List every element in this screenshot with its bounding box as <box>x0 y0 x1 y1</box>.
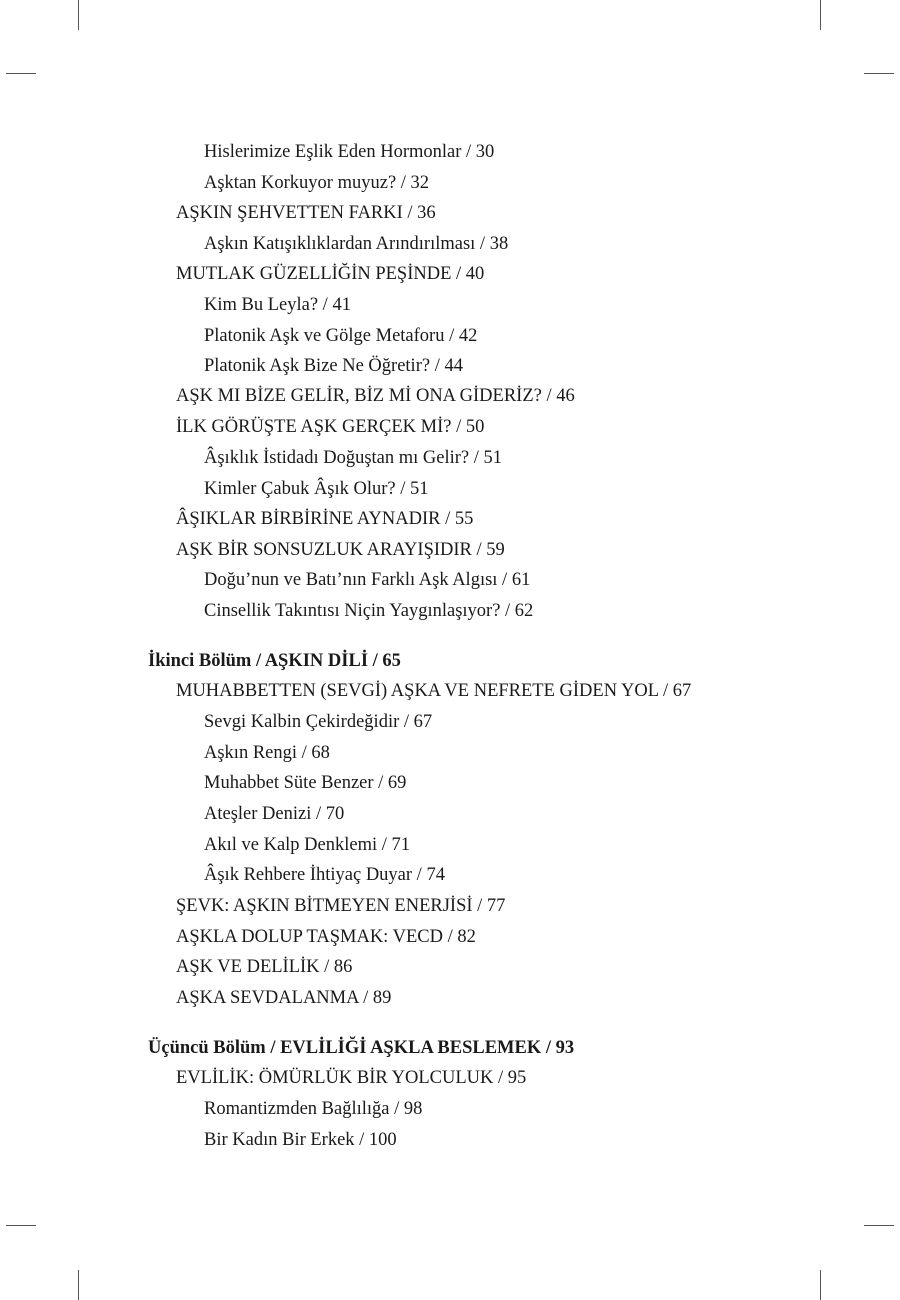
toc-subsection-entry: Ateşler Denizi / 70 <box>204 804 345 824</box>
toc-subsection-entry: Romantizmden Bağlılığa / 98 <box>204 1099 423 1119</box>
toc-subsection-entry: Muhabbet Süte Benzer / 69 <box>204 773 407 793</box>
toc-section-entry: EVLİLİK: ÖMÜRLÜK BİR YOLCULUK / 95 <box>176 1068 527 1088</box>
toc-subsection-entry: Kim Bu Leyla? / 41 <box>204 295 351 315</box>
toc-subsection-entry: Akıl ve Kalp Denklemi / 71 <box>204 835 411 855</box>
crop-mark <box>6 73 36 74</box>
toc-subsection-entry: Cinsellik Takıntısı Niçin Yaygınlaşıyor? / 62 <box>204 601 534 621</box>
crop-mark <box>864 1225 894 1226</box>
toc-subsection-entry: Aşkın Rengi / 68 <box>204 743 330 763</box>
toc-subsection-entry: Âşıklık İstidadı Doğuştan mı Gelir? / 51 <box>204 448 503 468</box>
toc-subsection-entry: Aşktan Korkuyor muyuz? / 32 <box>204 173 430 193</box>
toc-subsection-entry: Hislerimize Eşlik Eden Hormonlar / 30 <box>204 142 495 162</box>
toc-section-entry: ÂŞIKLAR BİRBİRİNE AYNADIR / 55 <box>176 509 474 529</box>
toc-subsection-entry: Aşkın Katışıklıklardan Arındırılması / 38 <box>204 234 509 254</box>
crop-mark <box>78 1270 79 1300</box>
crop-mark <box>6 1225 36 1226</box>
toc-section-entry: AŞK VE DELİLİK / 86 <box>176 957 353 977</box>
toc-subsection-entry: Platonik Aşk ve Gölge Metaforu / 42 <box>204 326 478 346</box>
toc-subsection-entry: Platonik Aşk Bize Ne Öğretir? / 44 <box>204 356 463 376</box>
toc-section-entry: İLK GÖRÜŞTE AŞK GERÇEK Mİ? / 50 <box>176 417 485 437</box>
toc-subsection-entry: Doğu’nun ve Batı’nın Farklı Aşk Algısı / 61 <box>204 570 531 590</box>
crop-mark <box>864 73 894 74</box>
toc-subsection-entry: Bir Kadın Bir Erkek / 100 <box>204 1130 397 1150</box>
toc-section-entry: MUTLAK GÜZELLİĞİN PEŞİNDE / 40 <box>176 264 485 284</box>
toc-section-entry: MUHABBETTEN (SEVGİ) AŞKA VE NEFRETE GİDEN YOL / 67 <box>176 681 692 701</box>
crop-mark <box>78 0 79 30</box>
crop-mark <box>820 0 821 30</box>
toc-section-entry: AŞK BİR SONSUZLUK ARAYIŞIDIR / 59 <box>176 540 505 560</box>
toc-section-entry: AŞKA SEVDALANMA / 89 <box>176 988 392 1008</box>
toc-subsection-entry: Âşık Rehbere İhtiyaç Duyar / 74 <box>204 865 445 885</box>
crop-mark <box>820 1270 821 1300</box>
toc-chapter-heading: İkinci Bölüm / AŞKIN DİLİ / 65 <box>148 651 401 671</box>
toc-subsection-entry: Kimler Çabuk Âşık Olur? / 51 <box>204 479 429 499</box>
toc-section-entry: ŞEVK: AŞKIN BİTMEYEN ENERJİSİ / 77 <box>176 896 506 916</box>
toc-chapter-heading: Üçüncü Bölüm / EVLİLİĞİ AŞKLA BESLEMEK / 93 <box>148 1038 575 1058</box>
toc-subsection-entry: Sevgi Kalbin Çekirdeğidir / 67 <box>204 712 433 732</box>
toc-section-entry: AŞKIN ŞEHVETTEN FARKI / 36 <box>176 203 436 223</box>
toc-section-entry: AŞKLA DOLUP TAŞMAK: VECD / 82 <box>176 927 476 947</box>
toc-section-entry: AŞK MI BİZE GELİR, BİZ Mİ ONA GİDERİZ? / 46 <box>176 386 575 406</box>
